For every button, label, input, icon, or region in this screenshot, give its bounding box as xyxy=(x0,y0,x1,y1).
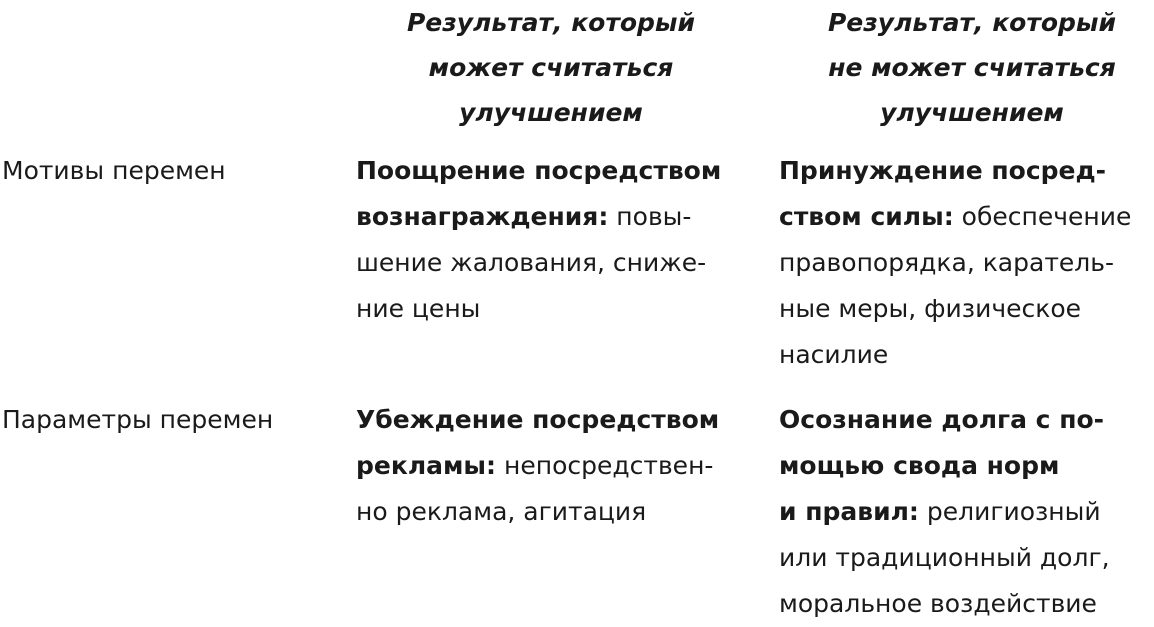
cell-line xyxy=(779,286,1131,332)
cell-line-bold: ством силы: xyxy=(779,202,954,231)
header-line: может считаться xyxy=(428,53,674,82)
cell-line-bold: Принуждение посред- xyxy=(779,156,1107,185)
cell-motives-improvement xyxy=(356,148,721,332)
cell-line xyxy=(779,332,1131,378)
header-line: улучшением xyxy=(459,98,643,127)
cell-line xyxy=(779,535,1110,581)
cell-line-bold: рекламы: xyxy=(356,451,497,480)
column-header-improvement xyxy=(355,0,747,135)
cell-line-bold: Поощрение посредством xyxy=(356,156,722,185)
cell-line-text: но реклама, агитация xyxy=(356,497,647,526)
cell-line-text: религиозный xyxy=(918,497,1101,526)
cell-line xyxy=(779,581,1110,627)
cell-parameters-improvement xyxy=(356,397,719,535)
cell-line xyxy=(356,194,721,240)
header-line: Результат, который xyxy=(827,8,1117,37)
cell-line xyxy=(356,443,719,489)
column-header-not-improvement xyxy=(770,0,1154,135)
cell-line-bold: Убеждение посредством xyxy=(356,405,720,434)
cell-line xyxy=(356,286,721,332)
cell-line-bold: Осознание долга с по- xyxy=(779,405,1105,434)
row-label-parameters: Параметры перемен xyxy=(2,405,274,434)
cell-line xyxy=(779,240,1131,286)
cell-line-text: обеспечение xyxy=(953,202,1132,231)
cell-parameters-not-improvement xyxy=(779,397,1110,627)
cell-line xyxy=(779,489,1110,535)
cell-line xyxy=(779,148,1131,194)
cell-motives-not-improvement xyxy=(779,148,1131,378)
header-line: улучшением xyxy=(880,98,1064,127)
cell-line-text: правопорядка, каратель- xyxy=(779,248,1114,277)
header-line: не может считаться xyxy=(828,53,1116,82)
cell-line-text: повы- xyxy=(608,202,692,231)
cell-line-text: непосредствен- xyxy=(496,451,714,480)
cell-line xyxy=(779,443,1110,489)
cell-line-text: ные меры, физическое xyxy=(779,294,1081,323)
cell-line-text: моральное воздействие xyxy=(779,589,1097,618)
cell-line-bold: вознаграждения: xyxy=(356,202,609,231)
cell-line-text: шение жалования, сниже- xyxy=(356,248,707,277)
cell-line xyxy=(356,397,719,443)
cell-line-text: насилие xyxy=(779,340,889,369)
row-label-motives: Мотивы перемен xyxy=(2,156,226,185)
cell-line-text: ние цены xyxy=(356,294,481,323)
cell-line xyxy=(356,240,721,286)
cell-line xyxy=(356,148,721,194)
cell-line-text: или традиционный долг, xyxy=(779,543,1110,572)
cell-line xyxy=(356,489,719,535)
cell-line-bold: мощью свода норм xyxy=(779,451,1060,480)
cell-line-bold: и правил: xyxy=(779,497,919,526)
cell-line xyxy=(779,194,1131,240)
cell-line xyxy=(779,397,1110,443)
header-line: Результат, который xyxy=(406,8,696,37)
